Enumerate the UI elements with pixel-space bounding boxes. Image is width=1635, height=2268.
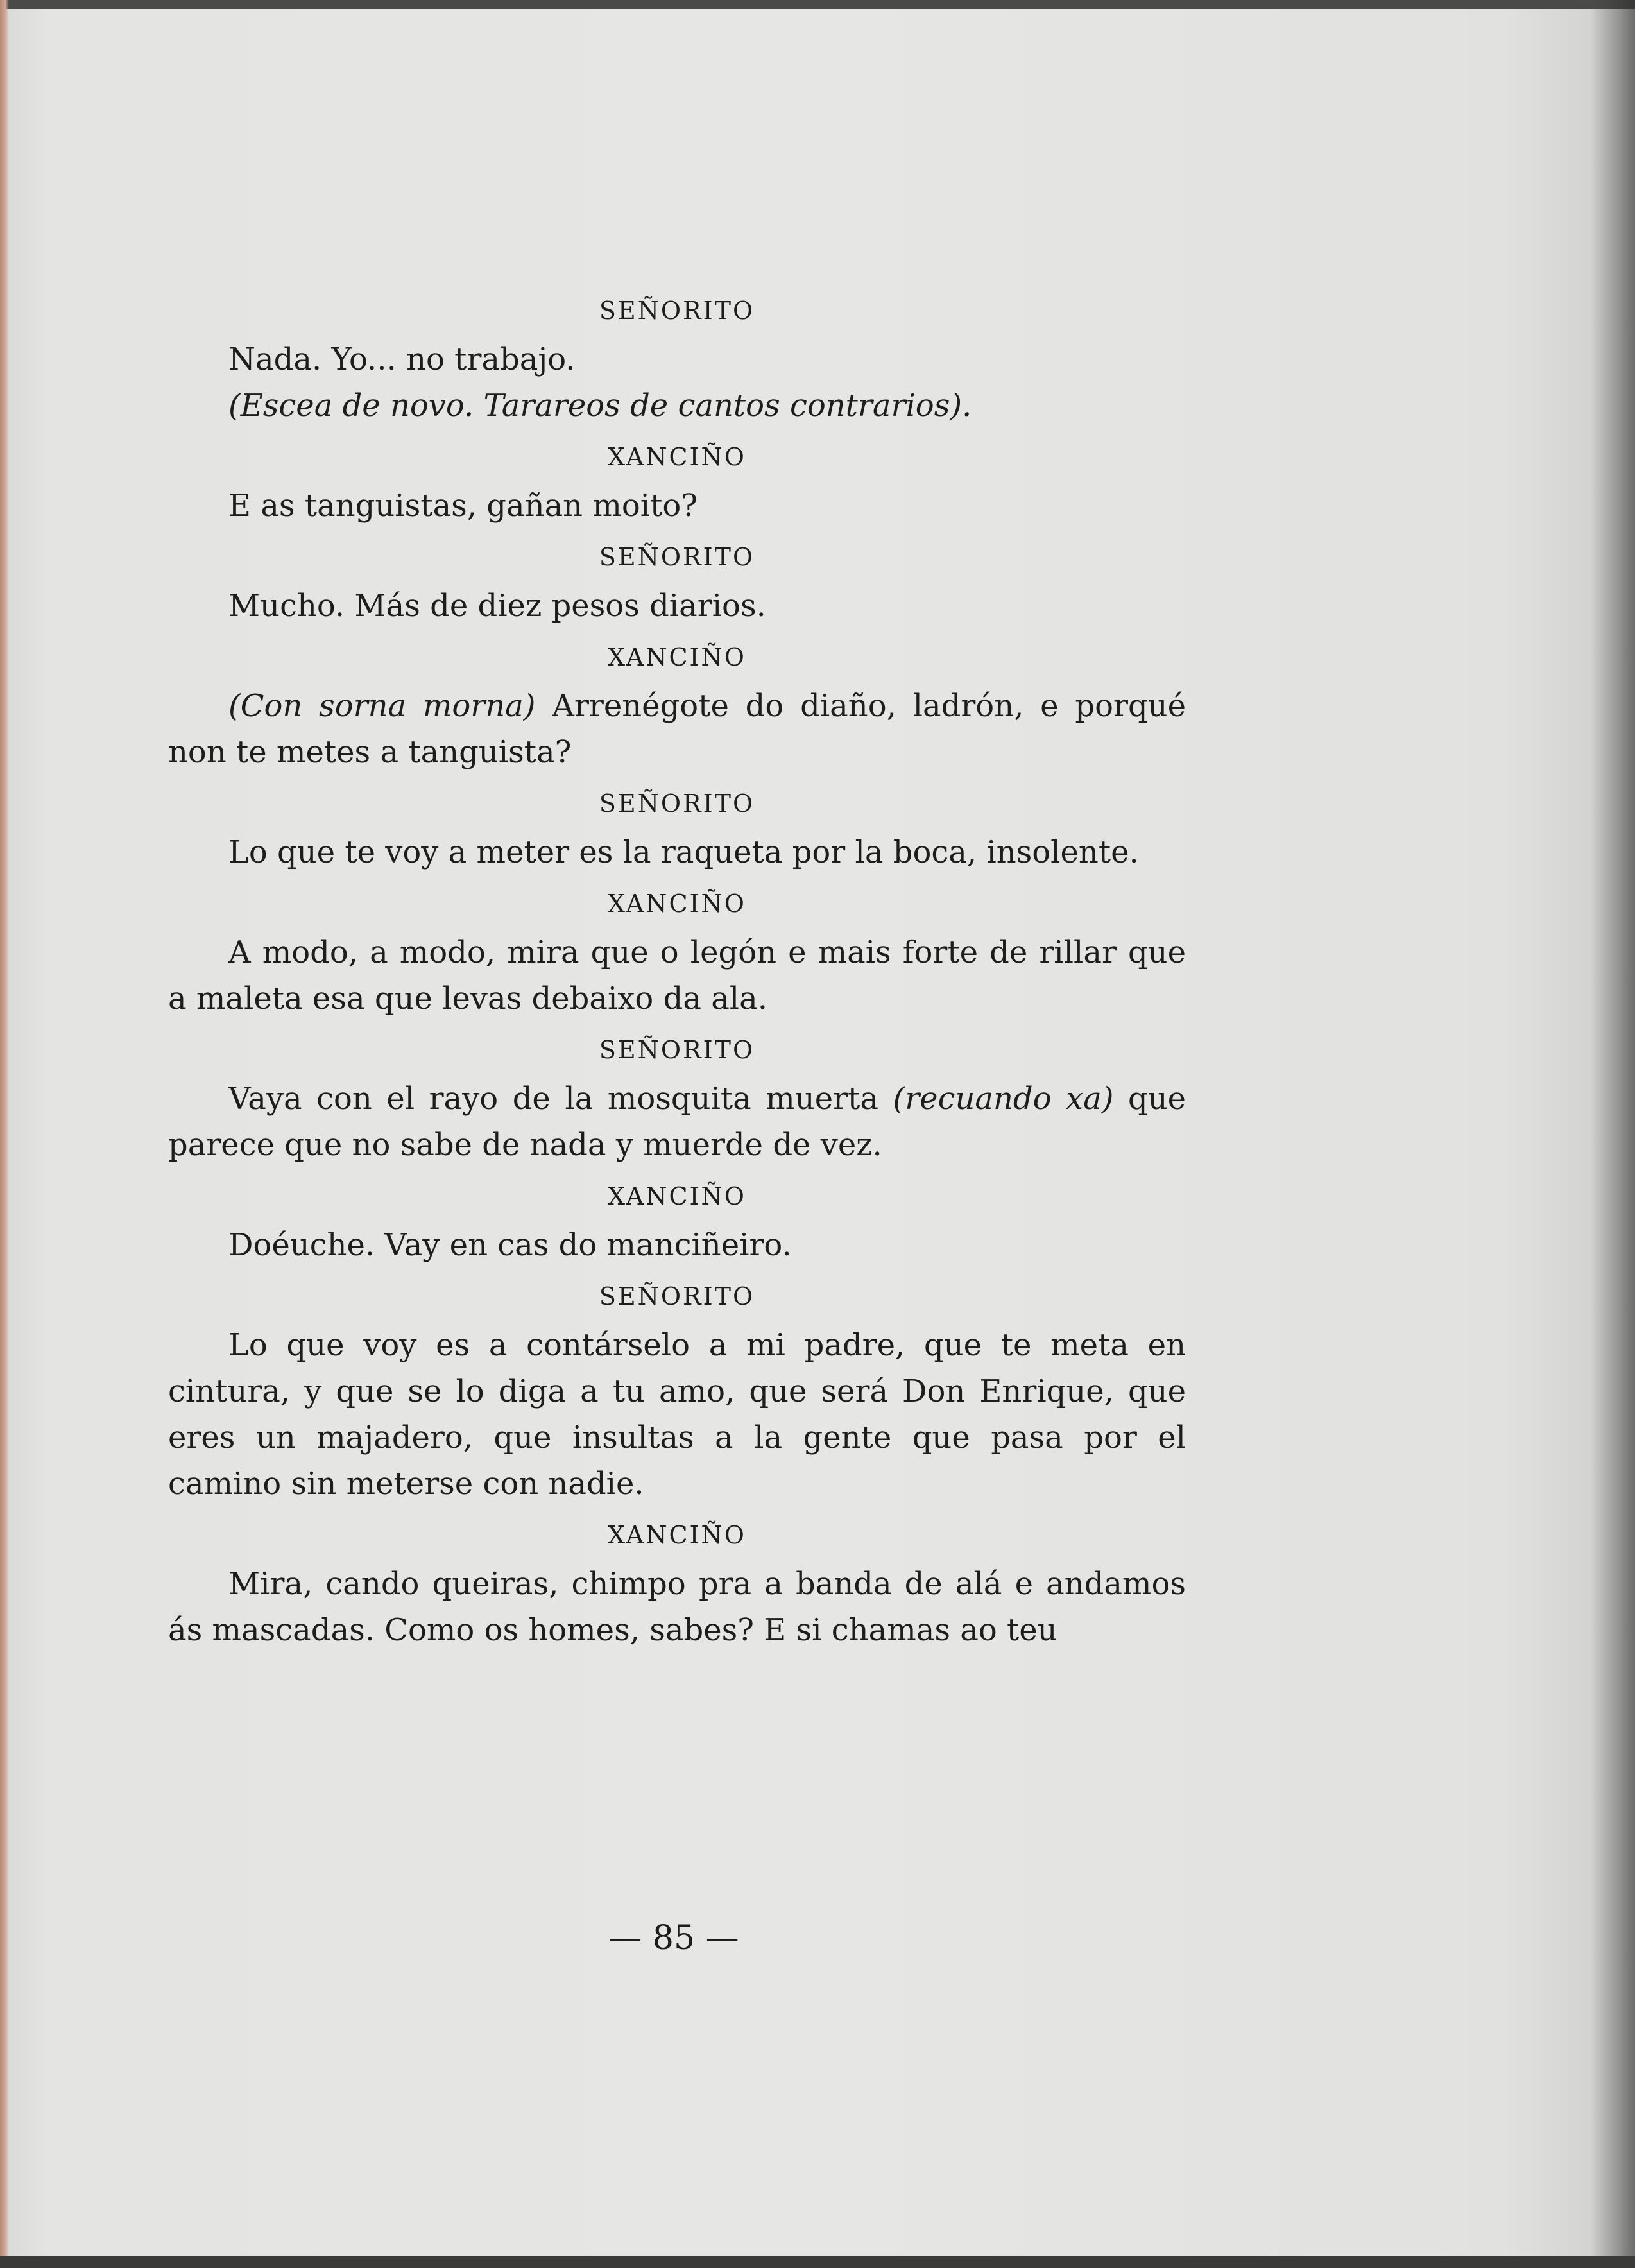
dialogue-line: Mucho. Más de diez pesos diarios.	[228, 588, 766, 624]
page-bottom-edge	[0, 2256, 1635, 2268]
dialogue-line: Mira, cando queiras, chimpo pra a banda de alá e andamos ás mascadas. Como os homes, sabes? E si chamas ao teu	[168, 1566, 1186, 1648]
stage-direction-text: (recuando xa)	[893, 1081, 1114, 1117]
speaker-label: XANCIÑO	[608, 643, 746, 671]
stage-direction	[168, 382, 1186, 429]
dialogue-line	[168, 683, 1186, 775]
speaker-label: XANCIÑO	[608, 889, 746, 918]
dialogue-line: Lo que te voy a meter es la raqueta por la boca, insolente.	[228, 834, 1139, 870]
page-text	[168, 282, 1186, 1653]
stage-direction-text: (Escea de novo. Tarareos de cantos contrarios).	[228, 388, 972, 424]
dialogue-line: E as tanguistas, gañan moito?	[228, 488, 698, 524]
stage-direction-text: (Con sorna morna)	[228, 688, 536, 724]
speaker-label: SEÑORITO	[599, 543, 755, 571]
dialogue-text: que parece que no sabe de nada y muerde de vez.	[168, 1081, 1186, 1163]
speaker-label: XANCIÑO	[608, 443, 746, 471]
dialogue-text: Arrenégote do diaño, ladrón, e porqué non te metes a tanguista?	[168, 688, 1186, 770]
dialogue-line: Doéuche. Vay en cas do manciñeiro.	[228, 1227, 792, 1263]
dialogue-text: Vaya con el rayo de la mosquita muerta	[228, 1081, 893, 1117]
speaker-label: SEÑORITO	[599, 1036, 755, 1064]
speaker-label: SEÑORITO	[599, 1282, 755, 1310]
page-number: — 85 —	[608, 1919, 739, 1957]
dialogue-line: Lo que voy es a contárselo a mi padre, que te meta en cintura, y que se lo diga a tu amo, que será Don Enrique, que eres un majadero, que insultas a la gente que pasa por el camino sin meterse con nadie.	[168, 1327, 1186, 1502]
speaker-label: XANCIÑO	[608, 1182, 746, 1210]
speaker-label: XANCIÑO	[608, 1521, 746, 1549]
page-right-edge	[1590, 0, 1635, 2268]
dialogue-line: Nada. Yo... no trabajo.	[228, 341, 576, 377]
speaker-label: SEÑORITO	[599, 296, 755, 325]
dialogue-line: A modo, a modo, mira que o legón e mais forte de rillar que a maleta esa que levas debaixo da ala.	[168, 934, 1186, 1017]
dialogue-line	[168, 1076, 1186, 1168]
page-top-edge	[0, 0, 1635, 9]
speaker-label: SEÑORITO	[599, 789, 755, 818]
